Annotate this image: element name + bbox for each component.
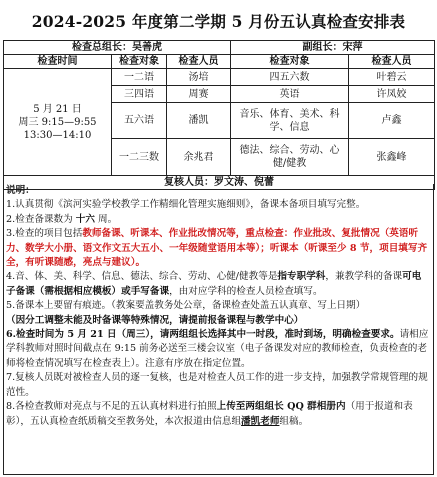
notes-heading: 说明： [6, 185, 35, 196]
inspector-cell: 潘凯 [167, 103, 231, 139]
time-line-3: 13:30—14:10 [23, 129, 92, 141]
page-title: 2024-2025 年度第二学期 5 月份五认真检查安排表 [31, 12, 406, 31]
schedule-table [3, 40, 435, 190]
table-row [4, 69, 435, 86]
inspector-cell: 许凤姣 [349, 86, 435, 103]
note-7: 7.复核人员既对被检查人员的逐一复核，也是对检查人员工作的进一步支持，加强教学常规管理的规范性。 [6, 372, 428, 398]
object-cell: 音乐、体育、美术、科学、信息 [231, 103, 349, 139]
object-cell: 三四语 [112, 86, 167, 103]
inspector-cell: 张鑫峰 [349, 139, 435, 176]
object-cell: 一二语 [112, 69, 167, 86]
inspector-cell: 卢鑫 [349, 103, 435, 139]
object-cell: 英语 [231, 86, 349, 103]
time-cell [4, 69, 112, 176]
note-4: 4.音、体、美、科学、信息、德法、综合、劳动、心健/健教等是指专职学科，兼教学科的备课可电子备课（需根据相应模板）或手写备课，由对应学科的检查人员检查填写。 [6, 271, 422, 297]
object-cell: 德法、综合、劳动、心健/健教 [231, 139, 349, 176]
header-object-1: 检查对象 [112, 55, 167, 69]
inspector-cell: 周赛 [167, 86, 231, 103]
inspector-cell: 汤培 [167, 69, 231, 86]
object-cell: 四五六数 [231, 69, 349, 86]
note-3: 3.检查的项目包括教师备课、听课本、作业批改情况等，重点检查：作业批改、复批情况（英语听力、数学大小册、语文作文五大五小、一年级随堂语用本等）；听课本（听课至少 8 节，项目填写齐全，有听课随感，亮点与建议）。 [6, 228, 428, 269]
notes-section [3, 184, 434, 475]
header-object-2: 检查对象 [231, 55, 349, 69]
note-5: 5.备课本上要留有痕迹。（教案要盖教务处公章，备课检查处盖五认真章、写上日期） （因分工调整未能及时备课等特殊情况，请提前报备课程与教学中心） [6, 300, 366, 326]
chief-leader: 检查总组长：吴善虎 [4, 41, 231, 55]
object-cell: 五六语 [112, 103, 167, 139]
inspector-cell: 余兆君 [167, 139, 231, 176]
header-inspector-1: 检查人员 [167, 55, 231, 69]
note-6: 6.检查时间为 5 月 21 日（周三），请两组组长选择其中一时段，准时到场，明确检查要求。请相应学科教师对照时间截点在 9:15 前务必送至三楼会议室（电子备课发对应的教师检查，负责检查的老师将检查情况填写在检查表上）。注意有序放在指定位置。 [6, 329, 429, 369]
header-inspector-2: 检查人员 [349, 55, 435, 69]
time-date: 5 月 21 日 [33, 103, 82, 115]
time-line-2: 周三 9:15—9:55 [18, 116, 97, 128]
note-8: 8.各检查教师对亮点与不足的五认真材料进行拍照上传至两组组长 QQ 群相册内（用于报道和表彰），五认真检查纸质稿交至教务处，本次报道由信息组潘凯老师组稿。 [6, 401, 413, 427]
deputy-leader: 副组长：宋萍 [231, 41, 435, 55]
note-2: 2.检查备课数为 十六 周。 [6, 213, 118, 225]
inspector-cell: 叶碧云 [349, 69, 435, 86]
reviewers-cell: 复核人员：罗文涛、倪蕾 [4, 176, 435, 190]
object-cell: 一二三数 [112, 139, 167, 176]
header-row [4, 55, 435, 69]
note-1: 1.认真贯彻《滨河实验学校教学工作精细化管理实施细则》，备课本备项目填写完整。 [6, 199, 366, 211]
header-time: 检查时间 [4, 55, 112, 69]
leaders-row [4, 41, 435, 55]
